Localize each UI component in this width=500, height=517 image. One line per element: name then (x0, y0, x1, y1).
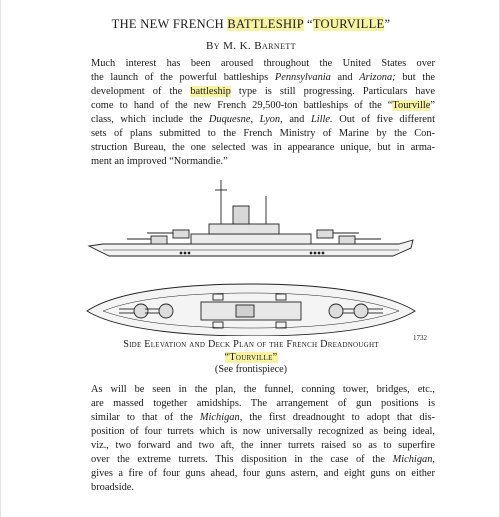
text-run: come to hand of the new French 29,500-ton battleships of the “ (91, 100, 393, 112)
figure-caption-note: (See frontispiece) (214, 364, 288, 375)
byline-text: By M. K. Barnett (206, 40, 296, 52)
highlighted-word: battleship (190, 86, 231, 98)
text-line: struction Bureau, the one selected was in appearance unique, but in arma- (91, 142, 435, 154)
text-line: viz., two forward and two aft, the inner turrets raised so as to superfire (91, 440, 435, 452)
body-paragraph (71, 383, 435, 495)
text-run: but the (395, 72, 436, 84)
text-line (71, 453, 435, 467)
text-line: are massed together amidships. The arrangement of gun positions is (91, 398, 435, 410)
article-title (1, 17, 500, 32)
ship-illustration (81, 176, 421, 336)
figure-caption-ship (1, 352, 500, 363)
intro-paragraph (71, 57, 435, 169)
deck-plan-drawing (87, 284, 415, 336)
text-line (71, 85, 435, 99)
text-line: sets of plans submitted to the French Ministry of Marine by the Con- (91, 128, 435, 140)
text-line (71, 71, 435, 85)
figure-number: 1732 (413, 334, 427, 342)
text-line: gives a fire of four guns ahead, four guns astern, and eight guns on either (91, 468, 435, 480)
ship-name: Michigan, (199, 412, 243, 424)
text-run: class, which include the (91, 114, 209, 126)
text-run: and (282, 114, 311, 126)
text-line: position of four turrets which is now universally recognized as being ideal, (91, 426, 435, 438)
text-run: similar to that of the (91, 412, 200, 424)
byline (1, 40, 500, 52)
ship-name: Pennsylvania (274, 72, 331, 84)
ship-name: Lille. (310, 114, 333, 126)
text-run: development of the (91, 86, 191, 98)
text-run: Out of five different (332, 114, 435, 126)
ship-name: Arizona; (359, 72, 396, 84)
text-line: Much interest has been aroused throughout the United States over (91, 58, 435, 69)
side-elevation-drawing (89, 180, 413, 256)
ship-name: Duquesne, Lyon, (208, 114, 283, 126)
text-run: ” (430, 100, 435, 112)
highlighted-word: BATTLESHIP (227, 17, 304, 31)
caption-text: Side Elevation and Deck Plan of the French Dreadnought (123, 339, 379, 350)
highlighted-word: “Tourville” (224, 352, 278, 363)
text-line: broadside. (91, 482, 134, 494)
title-text: THE NEW FRENCH (111, 17, 228, 31)
text-run: the first dreadnought to adopt that dis- (242, 412, 436, 424)
highlighted-word: Tourville (392, 100, 431, 112)
text-run: and (330, 72, 360, 84)
text-line: ment an improved “Normandie.” (91, 156, 228, 168)
highlighted-word: TOURVILLE (312, 17, 385, 31)
title-text: ” (384, 17, 391, 31)
text-line (71, 411, 435, 425)
title-text: “ (303, 17, 313, 31)
text-line (71, 113, 435, 127)
text-line (71, 99, 435, 113)
ship-name: Michigan, (392, 454, 435, 466)
text-run: type is still progressing. Particulars have (230, 86, 435, 98)
text-line: As will be seen in the plan, the funnel, conning tower, bridges, etc., (91, 384, 435, 395)
text-run: over the extreme turrets. This disposition in the case of the (91, 454, 393, 466)
text-run: the launch of the powerful battleships (91, 72, 275, 84)
